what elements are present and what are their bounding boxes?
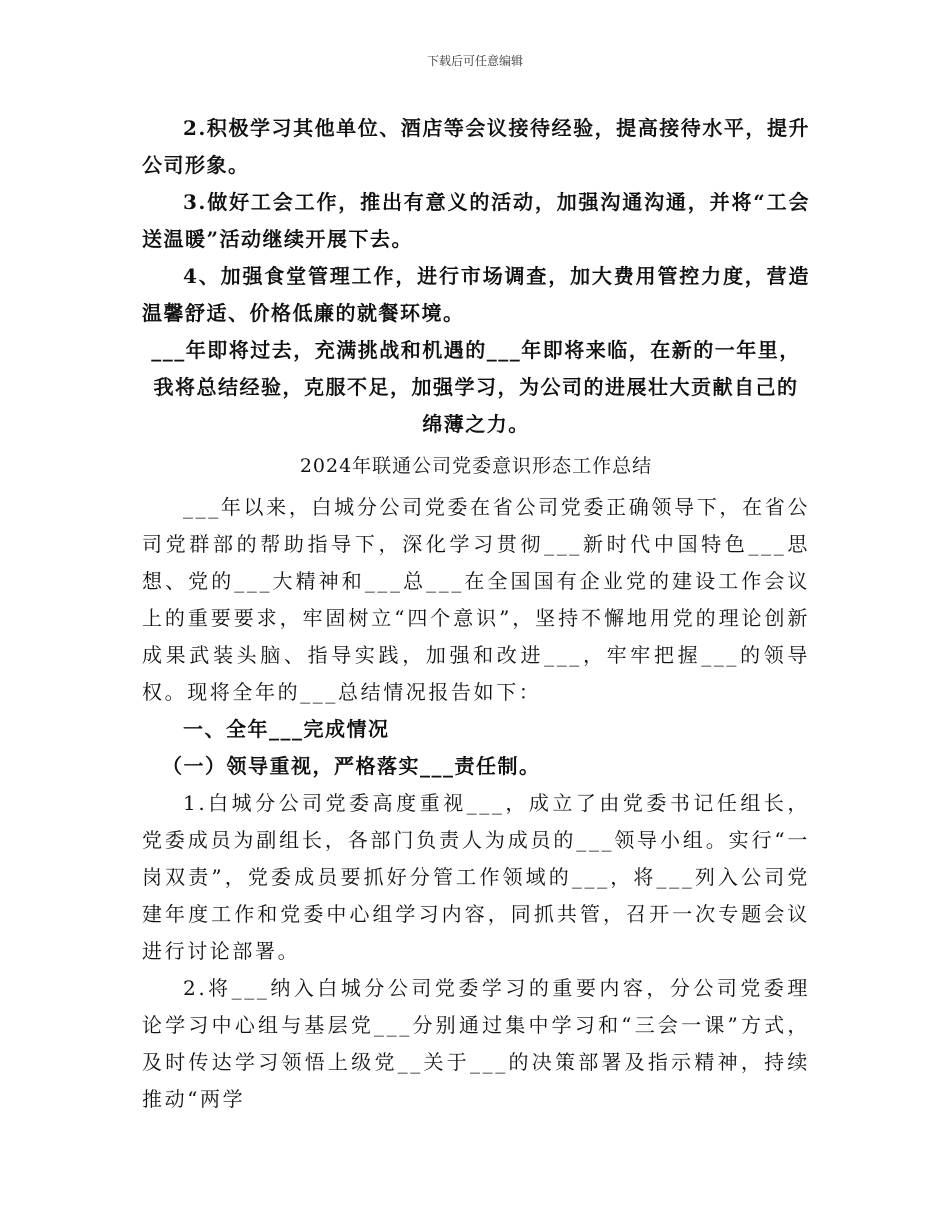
list-item-1: 1.白城分公司党委高度重视___，成立了由党委书记任组长，党委成员为副组长，各部门负责人为成员的___领导小组。实行“一岗双责”，党委成员要抓好分管工作领域的___，将___列入公司党建年度工作和党委中心组学习内容，同抓共管，召开一次专题会议进行讨论部署。 xyxy=(142,791,810,963)
paragraph-item-2: 2.积极学习其他单位、酒店等会议接待经验，提高接待水平，提升公司形象。 xyxy=(142,116,810,177)
page-header: 下载后可任意编辑 xyxy=(426,54,523,68)
subsection-heading-1: （一）领导重视，严格落实___责任制。 xyxy=(162,754,541,778)
paragraph-item-3: 3.做好工会工作，推出有意义的活动，加强沟通沟通，并将“工会送温暖”活动继续开展下去。 xyxy=(142,190,810,251)
section-heading-1: 一、全年___完成情况 xyxy=(183,717,390,741)
document-title: 2024年联通公司党委意识形态工作总结 xyxy=(299,455,653,477)
list-item-2: 2.将___纳入白城分公司党委学习的重要内容，分公司党委理论学习中心组与基层党___分别通过集中学习和“三会一课”方式，及时传达学习领悟上级党__关于___的决策部署及指示精神，持续推动“两学 xyxy=(142,976,810,1111)
document-body xyxy=(142,110,810,1118)
closing-paragraph: ___年即将过去，充满挑战和机遇的___年即将来临，在新的一年里，我将总结经验，克服不足，加强学习，为公司的进展壮大贡献自己的绵薄之力。 xyxy=(151,338,801,436)
intro-paragraph: ___年以来，白城分公司党委在省公司党委正确领导下，在省公司党群部的帮助指导下，深化学习贯彻___新时代中国特色___思想、党的___大精神和___总___在全国国有企业党的建设工作会议上的重要要求，牢固树立“四个意识”，坚持不懈地用党的理论创新成果武装头脑、指导实践，加强和改进___，牢牢把握___的领导权。现将全年的___总结情况报告如下： xyxy=(142,495,810,704)
paragraph-item-4: 4、加强食堂管理工作，进行市场调查，加大费用管控力度，营造温馨舒适、价格低廉的就餐环境。 xyxy=(142,264,810,325)
